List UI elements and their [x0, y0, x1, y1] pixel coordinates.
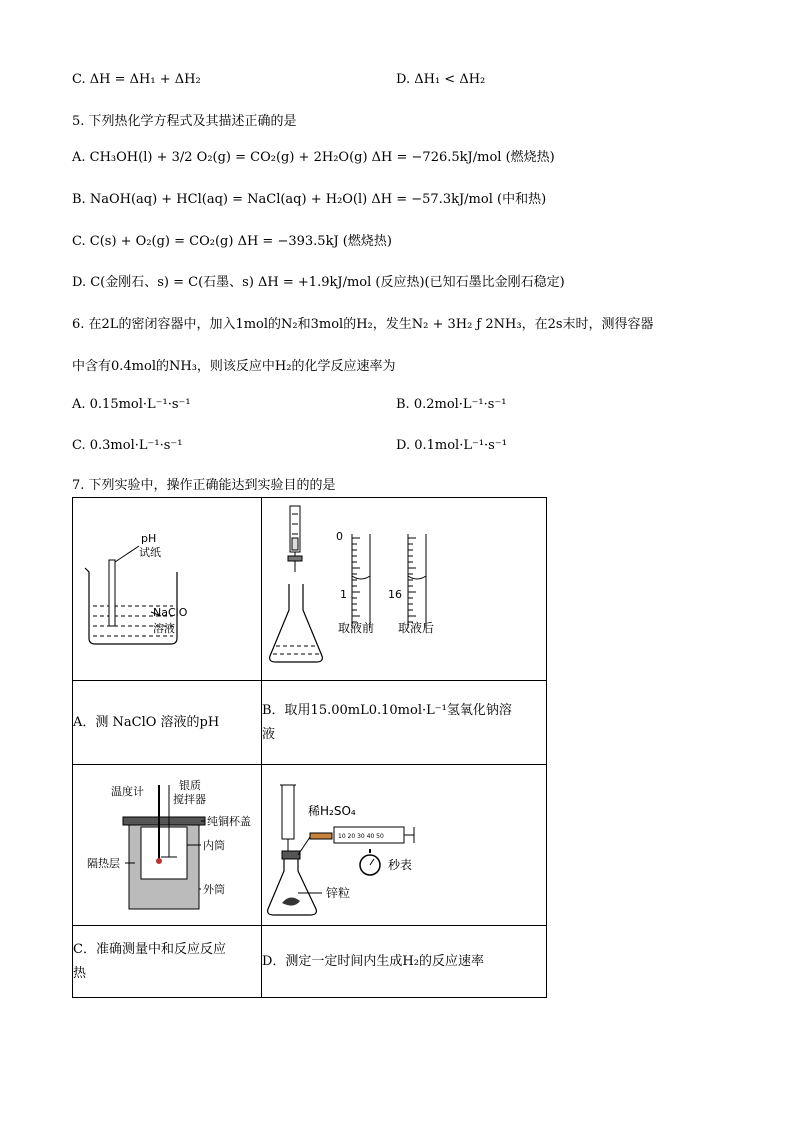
caption-b [262, 681, 547, 765]
caption-a: A．测 NaClO 溶液的pH [73, 681, 262, 765]
caption-c-line2: 热 [73, 965, 87, 981]
scale-one-label: 1 [340, 588, 347, 601]
q6-stem-line1: 6. 在2L的密闭容器中，加入1mol的N₂和3mol的H₂，发生N₂ + 3H₂ ƒ 2NH₃，在2s末时，测得容器 [72, 317, 654, 332]
q7-stem: 7. 下列实验中，操作正确能达到实验目的的是 [72, 478, 336, 493]
figure-a-cell [73, 498, 262, 681]
burette-figure [262, 498, 546, 676]
before-label: 取液前 [338, 621, 375, 635]
calorimeter-figure [73, 765, 261, 921]
figure-d-cell [262, 765, 547, 926]
stopwatch-label: 秒表 [388, 858, 413, 872]
q5-option-b: B. NaOH(aq) + HCl(aq) = NaCl(aq) + H₂O(l) ΔH = −57.3kJ/mol (中和热) [72, 192, 547, 207]
solution-label: NaClO [153, 606, 188, 619]
stirrer-label-2: 搅拌器 [173, 793, 206, 806]
lid-label: 纯铜杯盖 [207, 815, 251, 828]
thermometer-label: 温度计 [111, 785, 144, 798]
q6-stem-line2: 中含有0.4mol的NH₃，则该反应中H₂的化学反应速率为 [72, 359, 396, 374]
caption-b-line2: 液 [262, 726, 276, 742]
gas-rate-figure [262, 765, 546, 921]
q4-option-c: C. ΔH = ΔH₁ + ΔH₂ [72, 72, 201, 87]
insulation-label: 隔热层 [87, 857, 120, 870]
caption-c [73, 926, 262, 998]
caption-b-line1: B．取用15.00mL0.10mol·L⁻¹氢氧化钠溶 [262, 702, 512, 718]
acid-label: 稀H₂SO₄ [308, 804, 356, 818]
after-label: 取液后 [398, 621, 435, 635]
q5-option-a: A. CH₃OH(l) + 3/2 O₂(g) = CO₂(g) + 2H₂O(g) ΔH = −726.5kJ/mol (燃烧热) [72, 150, 555, 165]
q5-option-d: D. C(金刚石、s) = C(石墨、s) ΔH = +1.9kJ/mol (反应热)(已知石墨比金刚石稳定) [72, 275, 565, 290]
scale-sixteen-label: 16 [388, 588, 402, 601]
figure-c-cell [73, 765, 262, 926]
scale-zero-label: 0 [336, 530, 343, 543]
q6-option-c: C. 0.3mol·L⁻¹·s⁻¹ [72, 438, 183, 453]
q5-stem: 5. 下列热化学方程式及其描述正确的是 [72, 114, 297, 129]
stirrer-label-1: 银质 [179, 779, 201, 792]
caption-c-line1: C．准确测量中和反应反应 [73, 941, 226, 957]
syringe-scale: 10 20 30 40 50 [338, 833, 384, 840]
zinc-label: 锌粒 [326, 886, 351, 900]
ph-beaker-figure [73, 498, 261, 676]
figure-b-cell [262, 498, 547, 681]
caption-d: D．测定一定时间内生成H₂的反应速率 [262, 926, 547, 998]
q4-option-d: D. ΔH₁ < ΔH₂ [396, 72, 486, 87]
solution-label-2: 溶液 [153, 622, 175, 635]
outer-cup-label: 外筒 [203, 883, 225, 896]
ph-paper-label-2: 试纸 [139, 546, 161, 559]
q6-option-d: D. 0.1mol·L⁻¹·s⁻¹ [396, 438, 507, 453]
ph-paper-label: pH [141, 532, 157, 545]
inner-cup-label: 内筒 [203, 839, 225, 852]
q6-option-b: B. 0.2mol·L⁻¹·s⁻¹ [396, 397, 507, 412]
q5-option-c: C. C(s) + O₂(g) = CO₂(g) ΔH = −393.5kJ (燃烧热) [72, 234, 392, 249]
q6-option-a: A. 0.15mol·L⁻¹·s⁻¹ [72, 397, 191, 412]
q7-figure-table [72, 497, 547, 998]
